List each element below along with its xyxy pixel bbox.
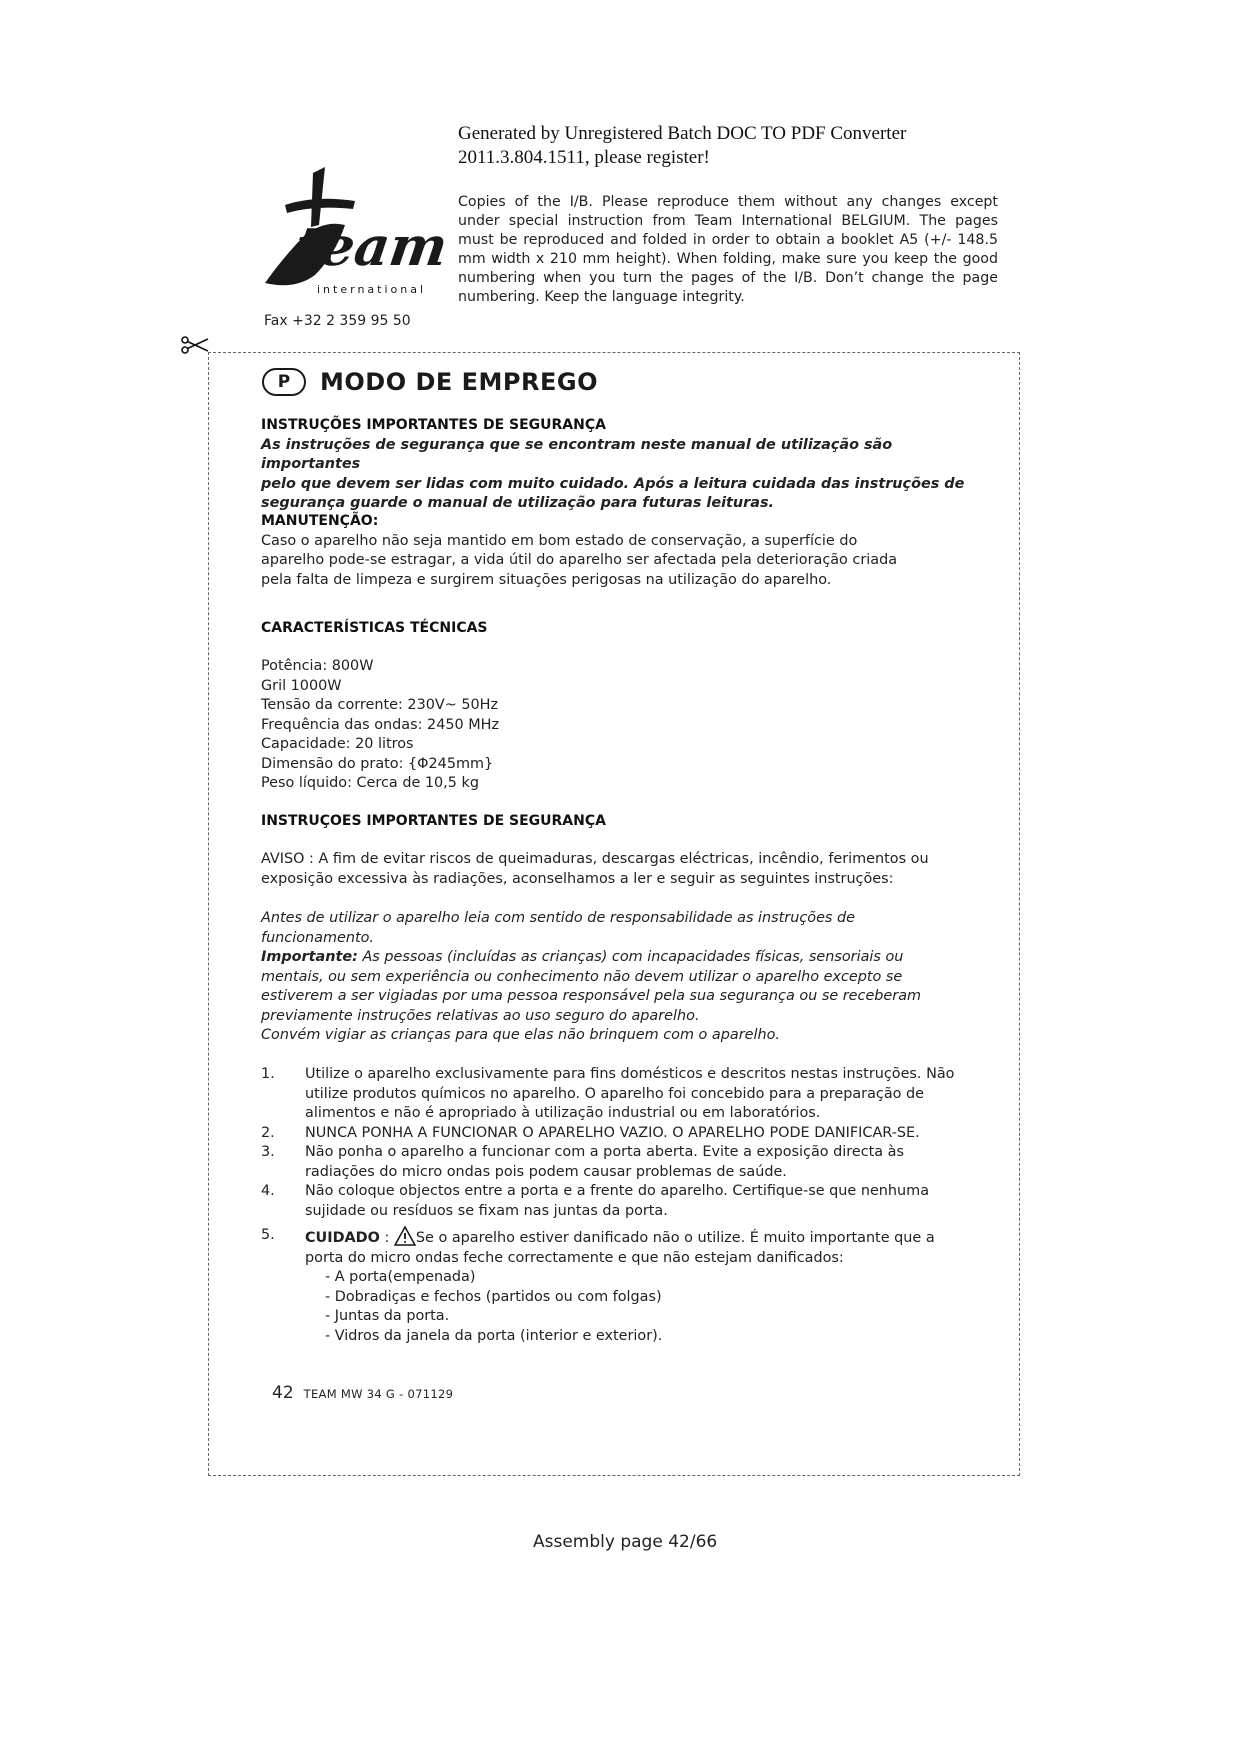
warning-line: exposição excessiva às radiações, aconselhamos a ler e seguir as seguintes instruções: xyxy=(261,870,894,887)
maintenance-title: MANUTENÇÃO: xyxy=(261,513,379,529)
spec-item: Gril 1000W xyxy=(261,677,342,694)
italic-line: funcionamento. xyxy=(261,929,374,946)
caution-subitem: - Juntas da porta. xyxy=(325,1308,450,1324)
spec-item: Frequência das ondas: 2450 MHz xyxy=(261,716,500,733)
list-item xyxy=(261,1124,991,1144)
warning-block xyxy=(261,850,981,889)
logo-main-text: team xyxy=(291,214,452,278)
logo-sub-text: international xyxy=(317,283,427,296)
spec-item: Peso líquido: Cerca de 10,5 kg xyxy=(261,775,479,791)
maintenance-line: Caso o aparelho não seja mantido em bom estado de conservação, a superfície do xyxy=(261,532,858,549)
important-line: estiverem a ser vigiadas por uma pessoa responsável pela sua segurança ou se receberam xyxy=(261,988,922,1004)
team-logo-graphic xyxy=(255,165,452,300)
important-first-line xyxy=(261,948,981,968)
scissors-icon xyxy=(180,334,210,356)
copies-notice: Copies of the I/B. Please reproduce them without any changes except under special instruction from Team International BELGIUM. The pages must be reproduced and folded in order to obtain a booklet A5 (+/- 148.5 mm width x 210 mm height). When folding, make sure you keep the good numbering when you turn the pages of the I/B. Don’t change the page numbering. Keep the language integrity. xyxy=(458,194,998,305)
important-text: As pessoas (incluídas as crianças) com incapacidades físicas, sensoriais ou xyxy=(357,949,904,965)
list-line: sujidade ou resíduos se fixam nas juntas da porta. xyxy=(305,1202,668,1219)
assembly-page-label: Assembly page 42/66 xyxy=(533,1532,718,1552)
warning-line: AVISO : A fim de evitar riscos de queimaduras, descargas eléctricas, incêndio, ferimentos ou xyxy=(261,851,929,867)
italic-line: Antes de utilizar o aparelho leia com sentido de responsabilidade as instruções de xyxy=(261,910,855,926)
caution-first-line xyxy=(305,1226,991,1249)
caution-label: CUIDADO xyxy=(305,1230,380,1246)
specs-title-block xyxy=(261,619,981,639)
list-line: NUNCA PONHA A FUNCIONAR O APARELHO VAZIO. O APARELHO PODE DANIFICAR-SE. xyxy=(305,1124,920,1141)
converter-watermark xyxy=(458,122,978,170)
spec-item: Tensão da corrente: 230V~ 50Hz xyxy=(261,697,499,713)
safety-section xyxy=(261,416,981,514)
maintenance-section xyxy=(261,512,981,590)
specs-list xyxy=(261,657,981,794)
specs-title: CARACTERÍSTICAS TÉCNICAS xyxy=(261,620,488,636)
important-block xyxy=(261,909,981,1046)
list-line: utilize produtos químicos no aparelho. O aparelho foi concebido para a preparação de xyxy=(305,1085,924,1102)
list-item-caution xyxy=(261,1226,991,1268)
important-line: mentais, ou sem experiência ou conhecimento não devem utilizar o aparelho excepto se xyxy=(261,968,903,985)
instruction-list xyxy=(261,1065,991,1346)
spec-item: Potência: 800W xyxy=(261,658,374,674)
safety-line: segurança guarde o manual de utilização para futuras leituras. xyxy=(261,495,774,511)
language-badge: P xyxy=(262,368,306,396)
caution-line: porta do micro ondas feche correctamente e que não estejam danificados: xyxy=(305,1249,844,1266)
maintenance-line: aparelho pode-se estragar, a vida útil do aparelho ser afectada pela deterioração criada xyxy=(261,552,898,568)
team-logo xyxy=(255,165,452,300)
caution-subitem: - Dobradiças e fechos (partidos ou com folgas) xyxy=(325,1288,662,1305)
caution-subitem: - A porta(empenada) xyxy=(325,1269,476,1285)
list-number: 2. xyxy=(261,1124,275,1141)
list-line: Utilize o aparelho exclusivamente para fins domésticos e descritos nestas instruções. Não xyxy=(305,1066,955,1082)
page-footer xyxy=(272,1383,453,1403)
list-item xyxy=(261,1143,991,1182)
safety2-title: INSTRUÇOES IMPORTANTES DE SEGURANÇA xyxy=(261,813,606,829)
page-title: MODO DE EMPREGO xyxy=(320,368,598,396)
caution-sep: : xyxy=(379,1230,394,1246)
important-line: Convém vigiar as crianças para que elas não brinquem com o aparelho. xyxy=(261,1027,780,1043)
list-line: Não ponha o aparelho a funcionar com a porta aberta. Evite a exposição directa às xyxy=(305,1144,904,1160)
important-label: Importante: xyxy=(261,949,358,965)
list-number: 4. xyxy=(261,1183,275,1199)
list-line: radiações do micro ondas pois podem causar problemas de saúde. xyxy=(305,1163,787,1180)
list-number: 5. xyxy=(261,1227,275,1243)
safety2-title-block xyxy=(261,812,981,832)
model-code: TEAM MW 34 G - 071129 xyxy=(303,1387,454,1401)
page-number: 42 xyxy=(272,1383,294,1403)
list-item xyxy=(261,1065,991,1124)
spec-item: Capacidade: 20 litros xyxy=(261,736,414,752)
watermark-line-2: 2011.3.804.1511, please register! xyxy=(458,147,710,168)
warning-triangle-icon xyxy=(394,1226,416,1246)
caution-subitem: - Vidros da janela da porta (interior e exterior). xyxy=(325,1327,663,1344)
important-line: previamente instruções relativas ao uso seguro do aparelho. xyxy=(261,1007,700,1024)
list-line: alimentos e não é apropriado à utilização industrial ou em laboratórios. xyxy=(305,1105,821,1121)
page-heading xyxy=(262,366,598,398)
caution-text: Se o aparelho estiver danificado não o utilize. É muito importante que a xyxy=(415,1230,935,1246)
maintenance-line: pela falta de limpeza e surgirem situações perigosas na utilização do aparelho. xyxy=(261,571,832,588)
safety-line: As instruções de segurança que se encontram neste manual de utilização são importantes xyxy=(261,436,893,472)
list-number: 1. xyxy=(261,1066,275,1082)
watermark-line-1: Generated by Unregistered Batch DOC TO PDF Converter xyxy=(458,123,907,144)
list-item xyxy=(261,1182,991,1221)
list-number: 3. xyxy=(261,1144,275,1160)
safety-line: pelo que devem ser lidas com muito cuidado. Após a leitura cuidada das instruções de xyxy=(261,475,965,492)
fax-number: Fax +32 2 359 95 50 xyxy=(264,313,411,329)
list-line: Não coloque objectos entre a porta e a frente do aparelho. Certifique-se que nenhuma xyxy=(305,1183,930,1199)
safety-title: INSTRUÇÕES IMPORTANTES DE SEGURANÇA xyxy=(261,417,606,433)
spec-item: Dimensão do prato: {Φ245mm} xyxy=(261,755,494,772)
caution-subitems xyxy=(325,1268,991,1346)
